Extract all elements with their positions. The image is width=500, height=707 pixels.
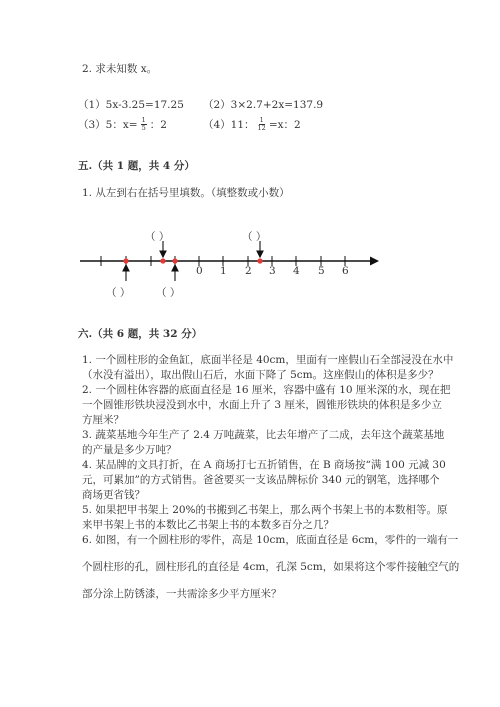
problem-line: 的产量是多少万吨？	[82, 444, 177, 456]
problem-line: 来甲书架上书的本数比乙书架上书的本数多百分之几？	[82, 519, 334, 531]
problem-line: 2. 一个圆柱体容器的底面直径是 16 厘米，容器中盛有 10 厘米深的水，现在把	[82, 384, 451, 396]
fraction-denominator: 5	[141, 124, 146, 132]
problem-line: 元，可累加”的方式销售。爸爸要买一支该品牌标价 340 元的钢笔，选择哪个	[82, 474, 440, 486]
equation-4-right: =x：2	[268, 119, 301, 131]
problem-line: 商场更省钱？	[82, 489, 145, 501]
point-c	[172, 258, 177, 263]
up-arrowhead-a	[123, 265, 129, 271]
problem-line: 部分涂上防锈漆，一共需涂多少平方厘米？	[82, 588, 282, 600]
point-a	[123, 258, 128, 263]
section-5-question: 1. 从左到右在括号里填数。（填整数或小数）	[82, 187, 290, 199]
section-5-title: 五.（共 1 题，共 4 分）	[78, 160, 195, 172]
tick-label-2: 2	[245, 265, 252, 277]
tick-label-0: 0	[196, 265, 203, 277]
problem-line: 4. 某品牌的文具打折，在 A 商场打七五折销售，在 B 商场按“满 100 元减 30	[82, 459, 446, 471]
point-b	[160, 258, 165, 263]
problem-line: 一个圆锥形铁块浸没到水中，水面上升了 3 厘米，圆锥形铁块的体积是多少立	[82, 399, 442, 411]
problem-line: 6. 如图，有一个圆柱形的零件，高是 10cm，底面直径是 6cm，零件的一端有一	[82, 534, 459, 546]
blank-paren-b: （ ）	[145, 231, 170, 243]
equation-3-left: （3）5：x=	[78, 119, 138, 131]
blank-paren-c: （ ）	[156, 287, 181, 299]
fraction-numerator: 1	[259, 116, 264, 124]
equation-1: （1）5x-3.25=17.25	[78, 99, 184, 111]
equation-2: （2）3×2.7+2x=137.9	[203, 99, 324, 111]
point-d	[257, 258, 262, 263]
problem-line: 3. 蔬菜基地今年生产了 2.4 万吨蔬菜，比去年增产了二成，去年这个蔬菜基地	[82, 429, 445, 441]
tick-label-3: 3	[269, 265, 276, 277]
section-6-title: 六.（共 6 题，共 32 分）	[78, 328, 203, 340]
blank-paren-a: （ ）	[106, 287, 131, 299]
arrowhead	[370, 257, 379, 266]
down-arrowhead-b	[160, 251, 166, 257]
equation-4-left: （4）11：	[203, 119, 255, 131]
tick-label-4: 4	[293, 265, 300, 277]
problem-line: 个圆柱形的孔，圆柱形孔的直径是 4cm，孔深 5cm，如果将这个零件接触空气的	[82, 561, 460, 573]
equation-3-right: ：2	[149, 119, 167, 131]
tick-label-5: 5	[318, 265, 325, 277]
problem-line: 方厘米？	[82, 414, 124, 426]
up-arrowhead-c	[172, 265, 178, 271]
down-arrowhead-d	[257, 251, 263, 257]
fraction-numerator: 1	[141, 116, 146, 124]
problem-line: 5. 如果把甲书架上 20%的书搬到乙书架上，那么两个书架上书的本数相等。原	[82, 504, 448, 516]
tick-label-1: 1	[220, 265, 227, 277]
question-heading: 2. 求未知数 x。	[82, 63, 158, 75]
fraction-denominator: 12	[257, 124, 266, 132]
blank-paren-d: （ ）	[242, 231, 267, 243]
problem-line: （水没有溢出），取出假山石后，水面下降了 5cm。这座假山的体积是多少？	[82, 369, 439, 381]
problem-line: 1. 一个圆柱形的金鱼缸，底面半径是 40cm，里面有一座假山石全部浸没在水中	[82, 354, 454, 366]
tick-label-6: 6	[342, 265, 349, 277]
